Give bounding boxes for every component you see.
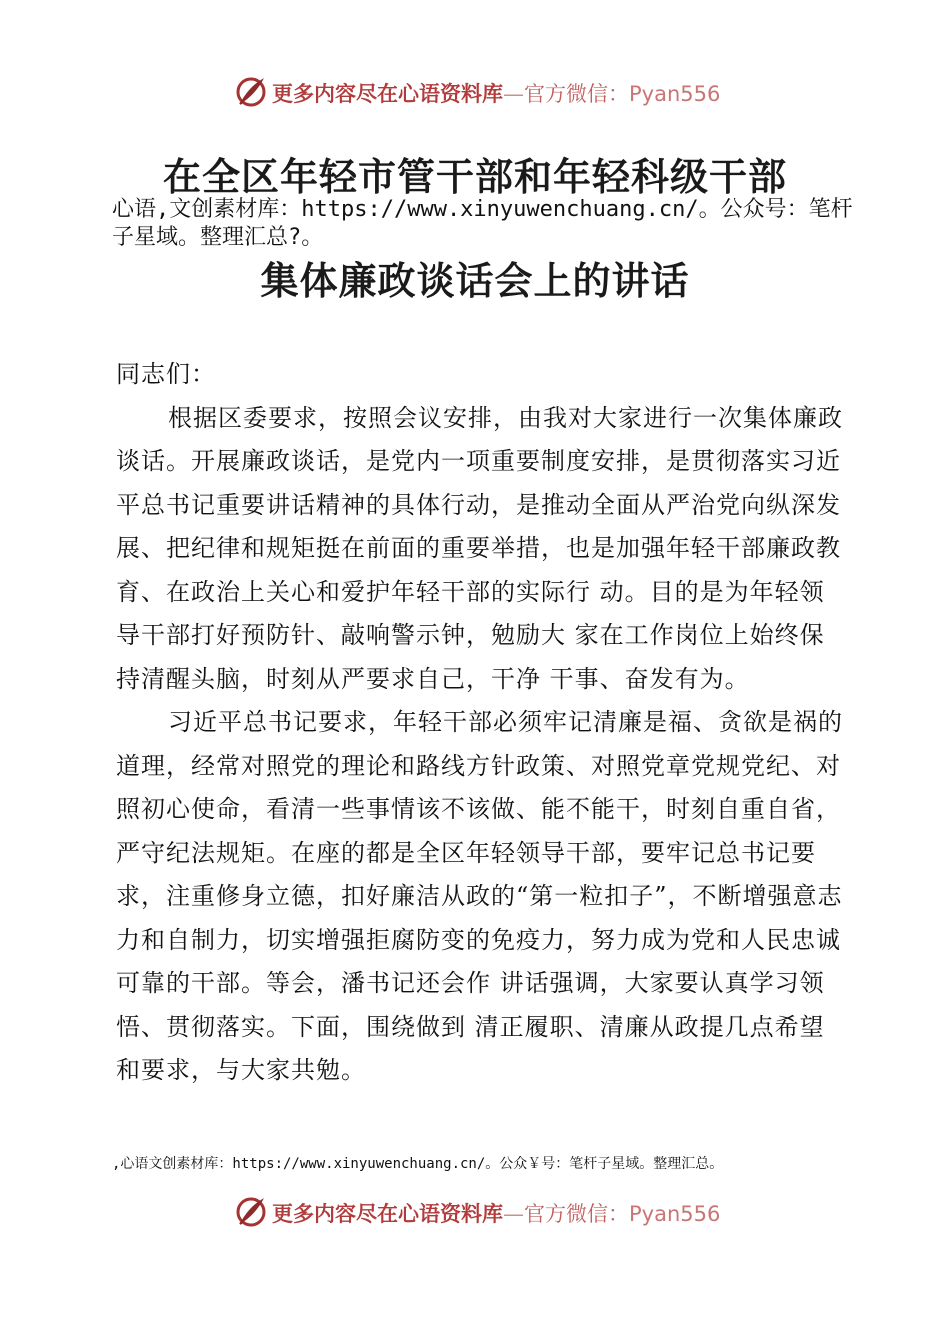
banner-wechat-label: 官方微信： [524,82,629,106]
banner-text [272,78,720,108]
document-title-line-2: 集体廉政谈话会上的讲话 [260,258,690,303]
source-footnote: ,心语文创素材库：https://www.xinyuwenchuang.cn/。公众￥号：笔杆子星域。整理汇总。 [112,1156,724,1172]
banner-wechat-id: Pyan556 [629,1202,721,1226]
quill-logo-icon [234,74,268,108]
body-paragraph-1: 根据区委要求，按照会议安排，由我对大家进行一次集体廉政谈话。开展廉政谈话，是党内一项重要制度安排，是贯彻落实习近平总书记重要讲话精神的具体行动，是推动全面从严治党向纵深发展、把纪律和规矩挺在前面的重要举措，也是加强年轻干部廉政教育、在政治上关心和爱护年轻干部的实际行 动。目的是为年轻领导干部打好预防针、敲响警示钟，勉励大 家在工作岗位上始终保持清醒头脑，时刻从严要求自己，干净 干事、奋发有为。 [116,403,843,693]
watermark-overlay-text: 心语,文创素材库：https://www.xinyuwenchuang.cn/。公众号：笔杆子星域。整理汇总?。 [112,197,853,250]
body-paragraph-2: 习近平总书记要求，年轻干部必须牢记清廉是福、贪欲是祸的道理，经常对照党的理论和路线方针政策、对照党章党规党纪、对照初心使命，看清一些事情该不该做、能不能干，时刻自重自省，严守纪法规矩。在座的都是全区年轻领导干部，要牢记总书记要求，注重修身立德，扣好廉洁从政的“第一粒扣子”，不断增强意志力和自制力，切实增强拒腐防变的免疫力，努力成为党和人民忠诚可靠的干部。等会，潘书记还会作 讲话强调，大家要认真学习领悟、贯彻落实。下面，围绕做到 清正履职、清廉从政提几点希望和要求，与大家共勉。 [116,708,843,1084]
salutation: 同志们： [116,360,216,388]
footer-banner [0,1192,950,1232]
banner-main-text: 更多内容尽在心语资料库 [272,1202,503,1226]
document-title-line-1: 在全区年轻市管干部和年轻科级干部 [162,154,787,199]
quill-logo-icon [234,1194,268,1228]
banner-dash: — [503,82,524,106]
header-banner [0,72,950,112]
banner-wechat-id: Pyan556 [629,82,721,106]
banner-main-text: 更多内容尽在心语资料库 [272,82,503,106]
banner-dash: — [503,1202,524,1226]
banner-text [272,1198,720,1228]
banner-wechat-label: 官方微信： [524,1202,629,1226]
document-body [116,353,846,1093]
